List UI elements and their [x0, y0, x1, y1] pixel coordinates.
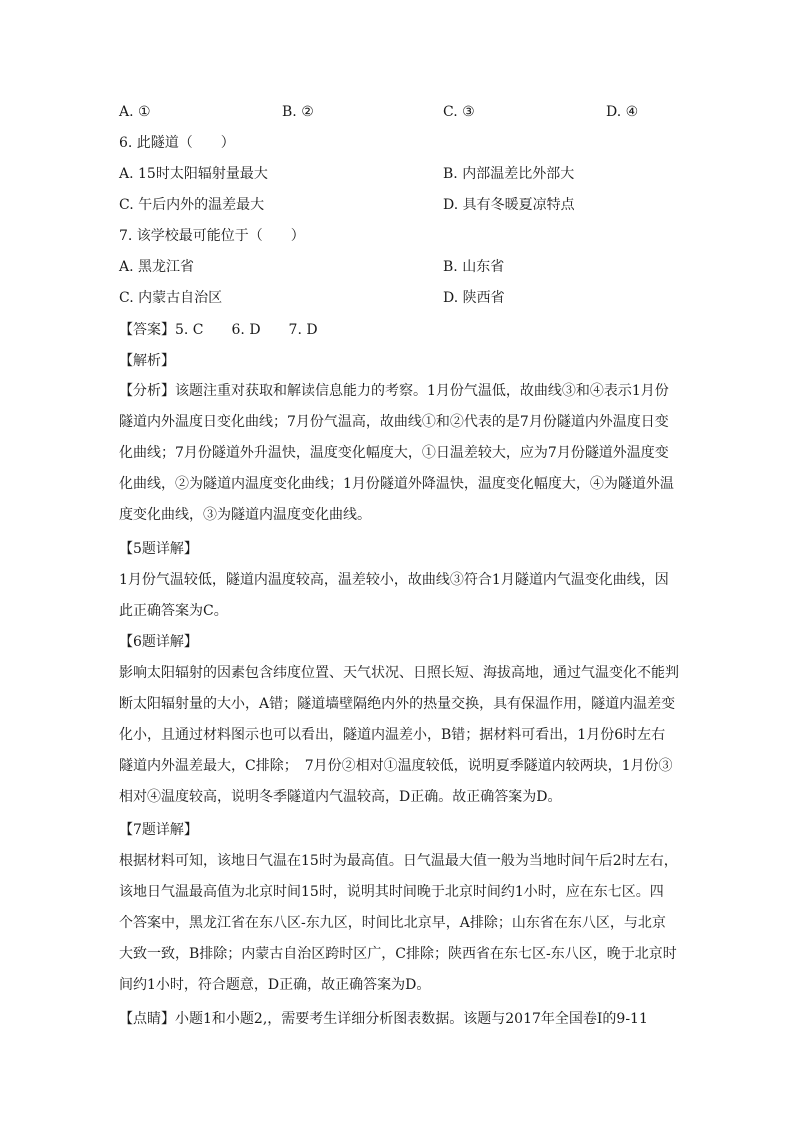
comment-line: 【点睛】小题1和小题2,，需要考生详细分析图表数据。该题与2017年全国卷Ⅰ的9-11: [119, 1011, 648, 1027]
q6-line: 化小，且通过材料图示也可以看出，隧道内温差小，B错；据材料可看出，1月份6时左右: [119, 727, 666, 743]
q6-option-c: C. 午后内外的温差最大: [119, 197, 265, 213]
q5-line: 1月份气温较低，隧道内温度较高，温差较小，故曲线③符合1月隧道内气温变化曲线，因: [119, 572, 669, 588]
q7-stem: 7. 该学校最可能位于（ ）: [119, 228, 305, 244]
analysis-paragraph: [119, 376, 679, 531]
q7-line: 该地日气温最高值为北京时间15时，说明其时间晚于北京时间约1小时，应在东七区。四: [119, 884, 664, 900]
q7-option-c: C. 内蒙古自治区: [119, 290, 223, 306]
q4-option-b: B. ②: [282, 104, 314, 120]
q6-heading: 【6题详解】: [119, 634, 198, 650]
q5-heading: 【5题详解】: [119, 541, 198, 557]
q6-option-d: D. 具有冬暖夏凉特点: [443, 197, 575, 213]
analysis-line: 隧道内外温度日变化曲线；7月份气温高，故曲线①和②代表的是7月份隧道内外温度日变: [119, 414, 669, 430]
q5-paragraph: [119, 565, 679, 627]
analysis-line: 度变化曲线，③为隧道内温度变化曲线。: [119, 507, 371, 523]
q7-line: 个答案中，黑龙江省在东八区-东九区，时间比北京早，A排除；山东省在东八区，与北京: [119, 915, 666, 931]
q6-line: 断太阳辐射量的大小，A错；隧道墙壁隔绝内外的热量交换，具有保温作用，隧道内温差变: [119, 696, 676, 712]
q7-line: 间约1小时，符合题意，D正确，故正确答案为D。: [119, 977, 431, 993]
q5-line: 此正确答案为C。: [119, 603, 228, 619]
analysis-heading: 【解析】: [119, 353, 175, 369]
q7-line: 根据材料可知，该地日气温在15时为最高值。日气温最大值一般为当地时间午后2时左右，: [119, 853, 678, 869]
q7-heading: 【7题详解】: [119, 822, 198, 838]
answer-line: 【答案】5. C 6. D 7. D: [119, 322, 318, 338]
q6-option-a: A. 15时太阳辐射量最大: [119, 166, 268, 182]
analysis-line: 化曲线，②为隧道内温度变化曲线；1月份隧道外降温快，温度变化幅度大，④为隧道外温: [119, 476, 674, 492]
analysis-line: 化曲线；7月份隧道外升温快，温度变化幅度大，①日温差较大，应为7月份隧道外温度变: [119, 445, 669, 461]
q4-option-a: A. ①: [119, 104, 151, 120]
q7-option-d: D. 陕西省: [443, 290, 505, 306]
q4-option-c: C. ③: [443, 104, 475, 120]
q4-option-d: D. ④: [606, 104, 639, 120]
q6-line: 隧道内外温差最大，C排除； 7月份②相对①温度较低，说明夏季隧道内较两块，1月份③: [119, 758, 673, 774]
q7-option-a: A. 黑龙江省: [119, 259, 195, 275]
q6-stem: 6. 此隧道（ ）: [119, 135, 235, 151]
analysis-line: 【分析】该题注重对获取和解读信息能力的考察。1月份气温低，故曲线③和④表示1月份: [119, 383, 669, 399]
q7-paragraph: [119, 846, 679, 1001]
q6-option-b: B. 内部温差比外部大: [443, 166, 575, 182]
q6-paragraph: [119, 658, 679, 813]
q7-option-b: B. 山东省: [443, 259, 505, 275]
q6-line: 相对④温度较高，说明冬季隧道内气温较高，D正确。故正确答案为D。: [119, 789, 562, 805]
q6-line: 影响太阳辐射的因素包含纬度位置、天气状况、日照长短、海拔高地，通过气温变化不能判: [119, 665, 679, 681]
q7-line: 大致一致，B排除；内蒙古自治区跨时区广，C排除；陕西省在东七区-东八区，晚于北京时: [119, 946, 677, 962]
